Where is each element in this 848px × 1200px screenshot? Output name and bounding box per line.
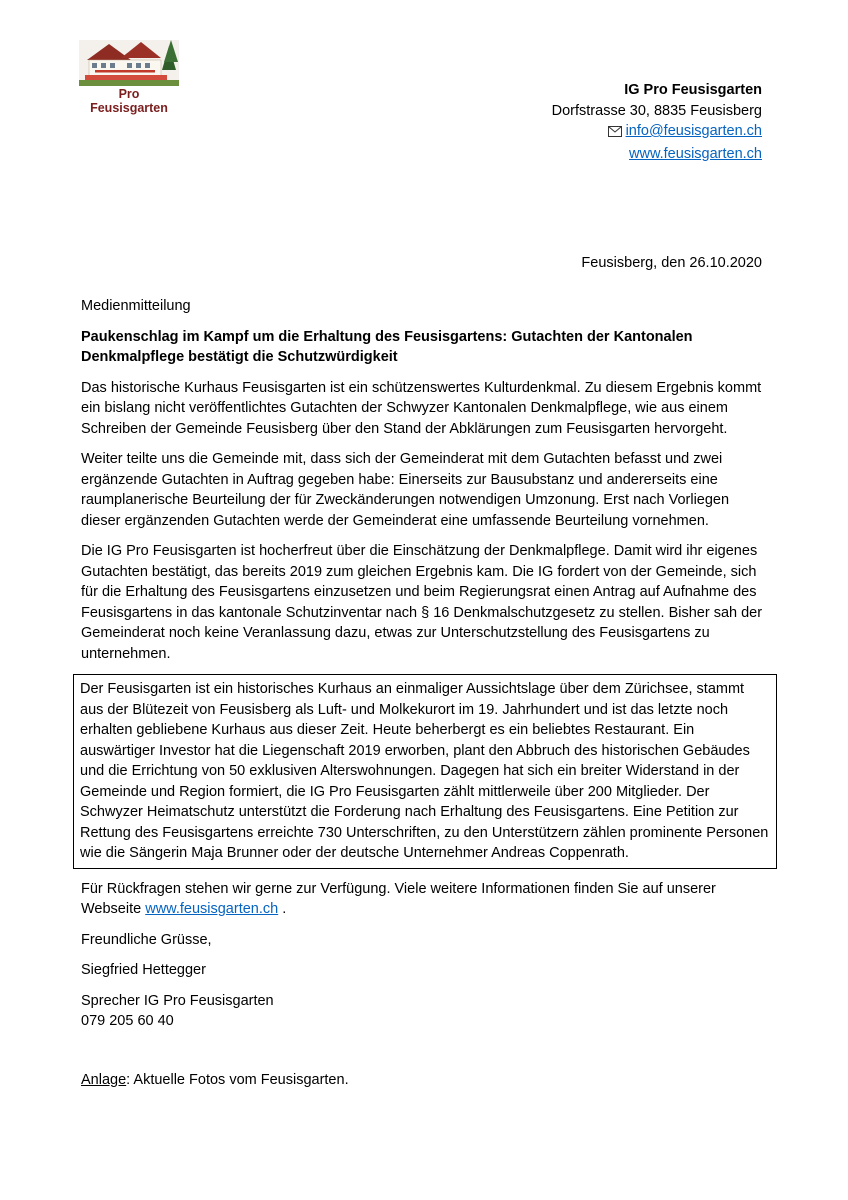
attachment-note	[81, 1070, 771, 1091]
sender-website-link[interactable]: www.feusisgarten.ch	[629, 145, 762, 162]
letter-body	[81, 296, 771, 1100]
closing: Freundliche Grüsse,	[81, 931, 212, 948]
logo	[79, 40, 179, 115]
contact-website-link[interactable]: www.feusisgarten.ch	[145, 901, 279, 917]
attachment-label: Anlage	[81, 1071, 127, 1088]
paragraph-1: Das historische Kurhaus Feusisgarten ist ein schützenswertes Kulturdenkmal. Zu diesem Ergebnis kommt ein bislang nicht veröffentlichtes Gutachten der Schwyzer Kantonalen Denkmalpflege, wie aus einem Schreiben der Gemeinde Feusisberg über den Stand der Abklärungen zum Feusisgarten hervorgeht.	[81, 379, 762, 437]
paragraph-3: Die IG Pro Feusisgarten ist hocherfreut über die Einschätzung der Denkmalpflege. Damit wird ihr eigenes Gutachten bestätigt, das bereits 2019 zum gleichen Ergebnis kam. Die IG fordert von der Gemeinde, sich für die Erhaltung des Feusisgartens einzusetzen und beim Regierungsrat einen Antrag auf Aufnahme des Feusisgartens in das kantonale Schutzinventar nach § 16 Denkmalschutzgesetz zu stellen. Bisher sah der Gemeinderat noch keine Veranlassung dazu, etwas zur Unterschutzstellung des Feusisgartens zu unternehmen.	[81, 543, 763, 662]
doc-type: Medienmitteilung	[81, 298, 191, 314]
signer-name: Siegfried Hettegger	[81, 962, 206, 978]
background-info-box	[73, 674, 777, 869]
paragraph-2: Weiter teilte uns die Gemeinde mit, dass sich der Gemeinderat mit dem Gutachten befasst und zwei ergänzende Gutachten in Auftrag gegeben habe: Einerseits zur Bausubstanz und andererseits eine raumplanerische Beurteilung der für Zweckänderungen notwendigen Umzonung. Erst nach Vorliegen dieser ergänzenden Gutachten werde der Gemeinderat eine umfassende Beurteilung vornehmen.	[81, 451, 730, 529]
signer-role: Sprecher IG Pro Feusisgarten	[81, 992, 274, 1009]
contact-suffix: .	[278, 901, 287, 917]
press-release-title: Paukenschlag im Kampf um die Erhaltung des Feusisgartens: Gutachten der Kantonalen Denkmalpflege bestätigt die Schutzwürdigkeit	[81, 328, 693, 365]
contact-text: Für Rückfragen stehen wir gerne zur Verfügung. Viele weitere Informationen finden Sie auf unserer Webseite	[81, 880, 716, 917]
sender-org: IG Pro Feusisgarten	[624, 82, 762, 98]
background-info-text: Der Feusisgarten ist ein historisches Kurhaus an einmaliger Aussichtslage über dem Zürichsee, stammt aus der Blütezeit von Feusisberg als Luft- und Molkekurort im 19. Jahrhundert und ist das letzte noch erhalten gebliebene Kurhaus aus dieser Zeit. Heute beherbergt es ein beliebtes Restaurant. Ein auswärtiger Investor hat die Liegenschaft 2019 erworben, plant den Abbruch des historischen Gebäudes und die Errichtung von 50 exklusiven Alterswohnungen. Dagegen hat sich ein breiter Widerstand in der Gemeinde und Region formiert, die IG Pro Feusisgarten zählt mittlerweile über 200 Mitglieder. Der Schwyzer Heimatschutz unterstützt die Forderung nach Erhaltung des Feusisgartens. Eine Petition zur Rettung des Feusisgartens erreichte 730 Unterschriften, zu den Unterstützern zählen prominente Personen wie die Sängerin Maja Brunner oder der deutsche Unternehmer Andreas Coppenrath.	[80, 681, 769, 861]
mail-icon	[608, 123, 622, 144]
sender-email-link[interactable]: info@feusisgarten.ch	[625, 123, 762, 139]
sender-address: Dorfstrasse 30, 8835 Feusisberg	[551, 102, 762, 119]
sender-block	[552, 80, 762, 164]
contact-paragraph	[81, 879, 771, 920]
letter-date: Feusisberg, den 26.10.2020	[581, 255, 762, 271]
logo-building-image	[79, 40, 179, 86]
attachment-text: : Aktuelle Fotos vom Feusisgarten.	[126, 1071, 349, 1088]
sender-email-line	[552, 121, 762, 144]
logo-caption: Pro Feusisgarten	[90, 87, 168, 115]
signer-phone: 079 205 60 40	[81, 1013, 174, 1029]
